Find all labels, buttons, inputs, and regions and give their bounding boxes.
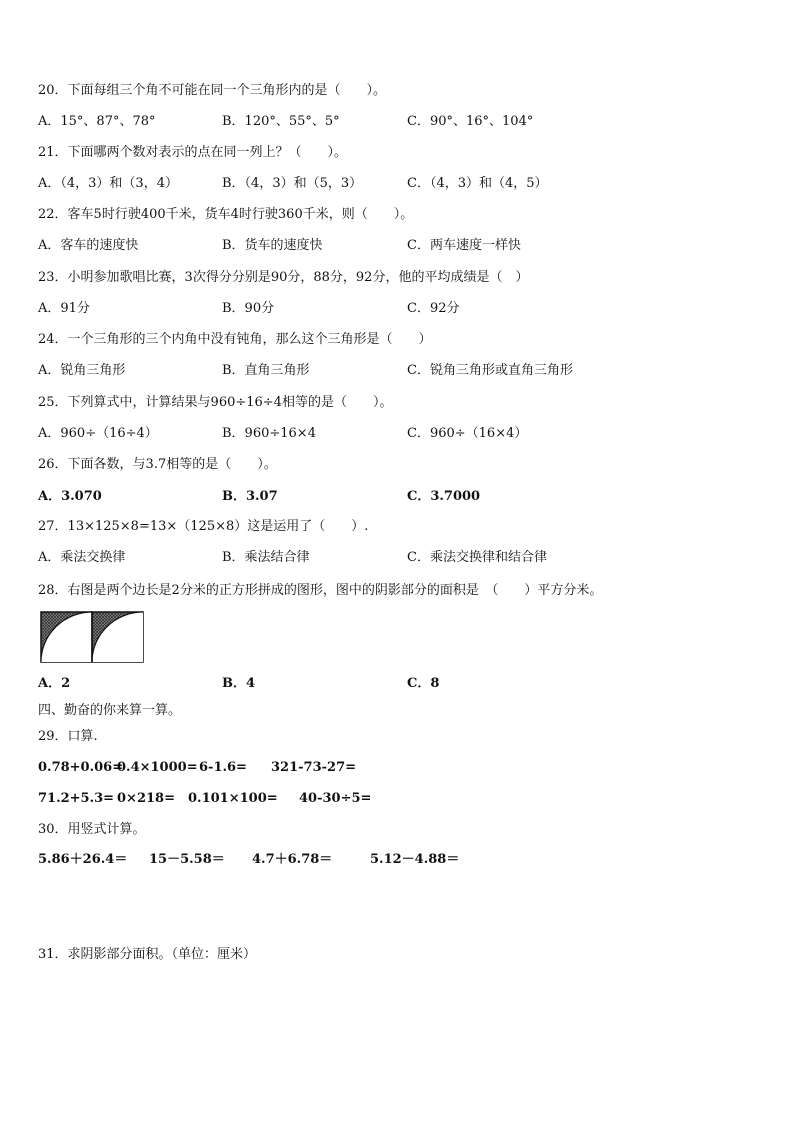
question-20-option-a: A．15°、87°、78°: [38, 114, 156, 129]
vertical-calc-item: 5.12－4.88＝: [370, 852, 460, 867]
vertical-calc-item: 4.7＋6.78＝: [252, 852, 333, 867]
question-27-option-a: A．乘法交换律: [38, 550, 126, 565]
question-31-stem: 31．求阴影部分面积。（单位：厘米）: [38, 947, 257, 962]
question-24-option-a: A．锐角三角形: [38, 363, 126, 378]
question-22-option-a: A．客车的速度快: [38, 238, 139, 253]
question-28-option-a: A．2: [38, 676, 71, 691]
vertical-calc-item: 5.86＋26.4＝: [38, 852, 128, 867]
question-20-option-c: C．90°、16°、104°: [407, 114, 534, 129]
right-square: [92, 612, 143, 662]
question-22-option-c: C．两车速度一样快: [407, 238, 521, 253]
question-24-option-b: B．直角三角形: [222, 363, 310, 378]
question-27-stem: 27．13×125×8=13×（125×8）这是运用了（ ）.: [38, 519, 369, 534]
section-4-title: 四、勤奋的你来算一算。: [38, 703, 182, 718]
question-22-option-b: B．货车的速度快: [222, 238, 323, 253]
question-27-option-c: C．乘法交换律和结合律: [407, 550, 547, 565]
question-29-stem: 29．口算.: [38, 729, 98, 744]
question-20-option-b: B．120°、55°、5°: [222, 114, 340, 129]
question-25-option-b: B．960÷16×4: [222, 426, 316, 441]
mental-calc-item: 0×218=: [117, 791, 175, 806]
question-25-option-a: A．960÷（16÷4）: [38, 426, 158, 441]
two-squares-shaded-figure: [40, 611, 144, 663]
left-square: [41, 612, 92, 662]
question-26-option-b: B．3.07: [222, 489, 278, 504]
question-23-option-a: A．91分: [38, 301, 90, 316]
question-23-option-b: B．90分: [222, 301, 275, 316]
mental-calc-item: 0.78+0.06=: [38, 760, 124, 775]
question-21-option-a: A．（4，3）和（3，4）: [38, 176, 178, 191]
question-22-stem: 22．客车5时行驶400千米，货车4时行驶360千米，则（ ）。: [38, 207, 414, 222]
vertical-calc-item: 15－5.58＝: [149, 852, 225, 867]
question-26-option-a: A．3.070: [38, 489, 102, 504]
question-25-option-c: C．960÷（16×4）: [407, 426, 528, 441]
mental-calc-item: 71.2+5.3=: [38, 791, 115, 806]
question-20-stem: 20．下面每组三个角不可能在同一个三角形内的是（ ）。: [38, 83, 387, 98]
question-28-option-b: B．4: [222, 676, 256, 691]
question-28-option-c: C．8: [407, 676, 440, 691]
question-23-stem: 23．小明参加歌唱比赛，3次得分分别是90分，88分，92分，他的平均成绩是（ ）: [38, 270, 529, 285]
question-21-option-c: C．（4，3）和（4，5）: [407, 176, 548, 191]
question-26-option-c: C．3.7000: [407, 489, 481, 504]
mental-calc-item: 0.101×100=: [188, 791, 278, 806]
mental-calc-item: 321-73-27=: [271, 760, 357, 775]
question-30-stem: 30．用竖式计算。: [38, 822, 146, 837]
question-26-stem: 26．下面各数，与3.7相等的是（ ）。: [38, 457, 277, 472]
question-25-stem: 25．下列算式中，计算结果与960÷16÷4相等的是（ ）。: [38, 395, 393, 410]
question-27-option-b: B．乘法结合律: [222, 550, 310, 565]
question-24-stem: 24．一个三角形的三个内角中没有钝角，那么这个三角形是（ ）: [38, 332, 432, 347]
mental-calc-item: 40-30÷5=: [299, 791, 372, 806]
question-21-stem: 21．下面哪两个数对表示的点在同一列上？（ ）。: [38, 145, 348, 160]
question-28-stem: 28．右图是两个边长是2分米的正方形拼成的图形，图中的阴影部分的面积是 （ ）平方分米。: [38, 583, 603, 598]
mental-calc-item: 0.4×1000=: [117, 760, 198, 775]
question-23-option-c: C．92分: [407, 301, 460, 316]
mental-calc-item: 6-1.6=: [199, 760, 247, 775]
question-24-option-c: C．锐角三角形或直角三角形: [407, 363, 573, 378]
question-21-option-b: B．（4，3）和（5，3）: [222, 176, 363, 191]
